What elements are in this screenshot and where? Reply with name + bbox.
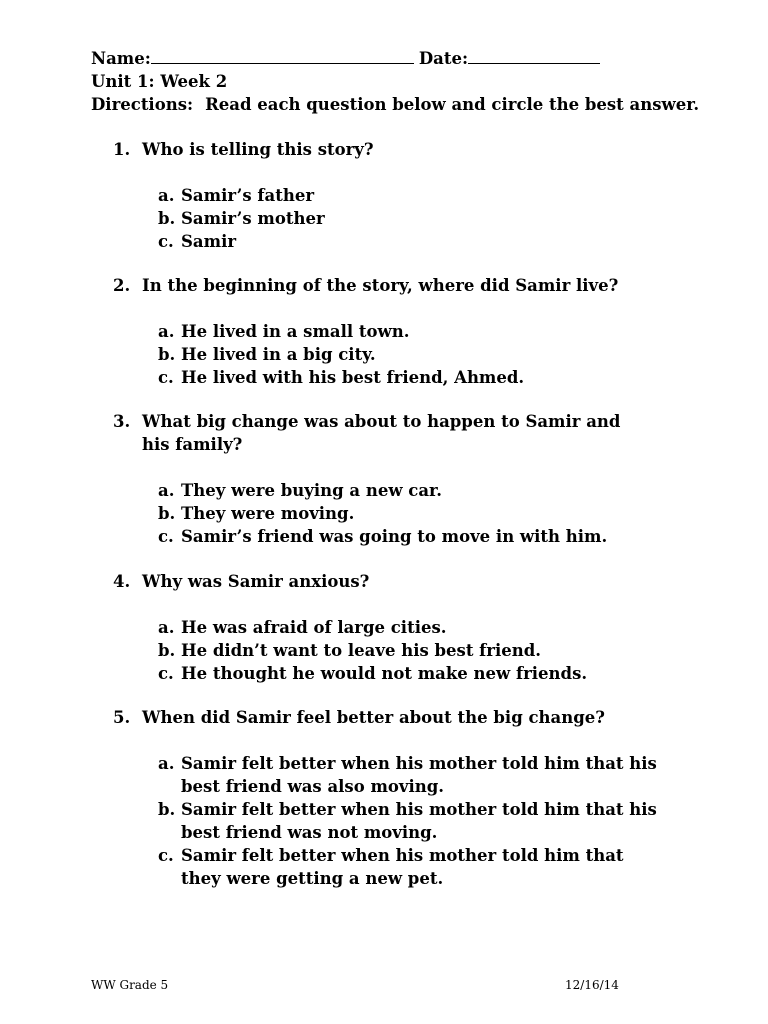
answer-option-b[interactable] xyxy=(158,207,693,230)
answer-options xyxy=(158,752,668,890)
option-letter: b. xyxy=(158,641,176,660)
directions-label: Directions: xyxy=(91,95,194,114)
question-text: When did Samir feel better about the big change? xyxy=(142,708,605,727)
option-text: Samir felt better when his mother told him that his best friend was not moving. xyxy=(181,800,657,842)
answer-option-a[interactable] xyxy=(158,752,668,798)
option-text: He didn’t want to leave his best friend. xyxy=(181,641,542,660)
option-letter: c. xyxy=(158,664,174,683)
option-letter: b. xyxy=(158,345,176,364)
option-text: Samir’s friend was going to move in with him. xyxy=(181,527,608,546)
option-letter: c. xyxy=(158,846,174,865)
answer-option-a[interactable] xyxy=(158,479,693,502)
question-text: Why was Samir anxious? xyxy=(142,572,370,591)
option-letter: a. xyxy=(158,618,175,637)
date-label: Date: xyxy=(418,49,469,68)
option-letter: c. xyxy=(158,232,174,251)
option-text: He was afraid of large cities. xyxy=(181,618,447,637)
option-text: Samir felt better when his mother told him that his best friend was also moving. xyxy=(181,754,657,796)
answer-option-c[interactable] xyxy=(158,525,693,548)
option-letter: b. xyxy=(158,209,176,228)
answer-option-b[interactable] xyxy=(158,502,693,525)
question-4 xyxy=(113,570,693,685)
option-letter: c. xyxy=(158,368,174,387)
question-number: 3. xyxy=(113,412,131,431)
question-1 xyxy=(113,138,693,253)
question-3 xyxy=(113,410,693,548)
option-letter: a. xyxy=(158,186,175,205)
answer-option-c[interactable] xyxy=(158,366,693,389)
answer-option-c[interactable] xyxy=(158,230,693,253)
answer-options xyxy=(158,479,693,548)
question-text: What big change was about to happen to Samir and his family? xyxy=(142,412,621,454)
question-number: 4. xyxy=(113,572,131,591)
answer-options xyxy=(158,616,693,685)
option-letter: c. xyxy=(158,527,174,546)
option-text: Samir’s father xyxy=(181,186,315,205)
question-number: 1. xyxy=(113,140,131,159)
question-text: In the beginning of the story, where did Samir live? xyxy=(142,276,619,295)
directions-text: Read each question below and circle the best answer. xyxy=(205,95,700,114)
option-text: Samir xyxy=(181,232,237,251)
answer-option-a[interactable] xyxy=(158,320,693,343)
answer-option-a[interactable] xyxy=(158,184,693,207)
directions-line xyxy=(91,93,711,116)
option-text: Samir’s mother xyxy=(181,209,325,228)
option-text: He lived in a big city. xyxy=(181,345,376,364)
worksheet-header xyxy=(91,47,711,116)
option-letter: a. xyxy=(158,322,175,341)
answer-option-b[interactable] xyxy=(158,798,668,844)
question-number: 2. xyxy=(113,276,131,295)
option-text: Samir felt better when his mother told him that they were getting a new pet. xyxy=(181,846,624,888)
option-text: They were moving. xyxy=(181,504,355,523)
answer-option-b[interactable] xyxy=(158,343,693,366)
option-letter: b. xyxy=(158,504,176,523)
name-blank[interactable] xyxy=(151,47,414,64)
option-text: He lived in a small town. xyxy=(181,322,410,341)
option-text: They were buying a new car. xyxy=(181,481,442,500)
answer-option-c[interactable] xyxy=(158,662,693,685)
name-date-line xyxy=(91,47,711,70)
option-letter: a. xyxy=(158,754,175,773)
footer-date: 12/16/14 xyxy=(565,978,619,992)
option-text: He thought he would not make new friends. xyxy=(181,664,588,683)
question-text: Who is telling this story? xyxy=(142,140,374,159)
option-letter: a. xyxy=(158,481,175,500)
answer-options xyxy=(158,320,693,389)
option-text: He lived with his best friend, Ahmed. xyxy=(181,368,525,387)
answer-option-c[interactable] xyxy=(158,844,668,890)
date-blank[interactable] xyxy=(468,47,600,64)
footer-grade: WW Grade 5 xyxy=(91,978,169,992)
answer-option-b[interactable] xyxy=(158,639,693,662)
unit-title: Unit 1: Week 2 xyxy=(91,72,228,91)
option-letter: b. xyxy=(158,800,176,819)
answer-options xyxy=(158,184,693,253)
answer-option-a[interactable] xyxy=(158,616,693,639)
question-number: 5. xyxy=(113,708,131,727)
question-5 xyxy=(113,706,693,890)
name-label: Name: xyxy=(91,49,151,68)
question-2 xyxy=(113,274,693,389)
